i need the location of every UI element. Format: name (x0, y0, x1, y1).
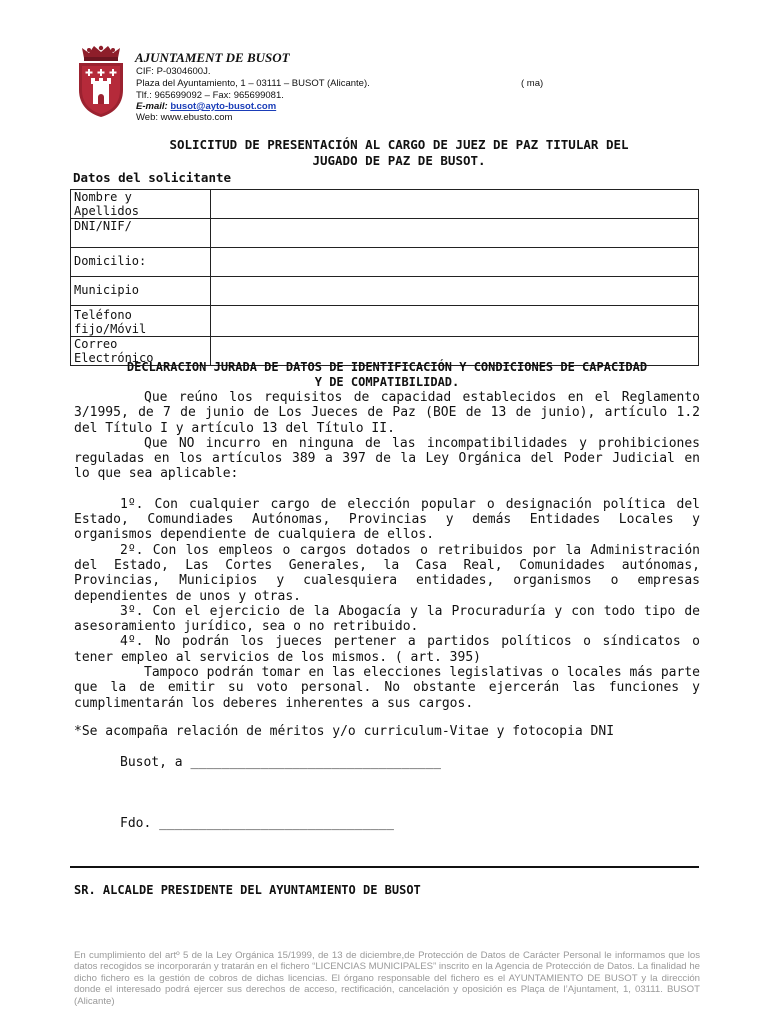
declaration-heading-line-1: DECLARACION JURADA DE DATOS DE IDENTIFICACIÓN Y CONDICIONES DE CAPACIDAD (126, 360, 648, 374)
row-label: Municipio (71, 277, 211, 306)
table-row (71, 306, 699, 337)
applicant-section-heading: Datos del solicitante (73, 170, 232, 185)
header-email-line (136, 101, 276, 112)
table-row (71, 190, 699, 219)
attachments-note: *Se acompaña relación de méritos y/o curriculum-Vitae y fotocopia DNI (74, 724, 615, 739)
municipal-crest-logo (76, 44, 126, 118)
reference-code: ( ma) (521, 78, 544, 89)
table-row (71, 248, 699, 277)
row-label: Nombre y Apellidos (71, 190, 211, 219)
place-date-field[interactable]: Busot, a ________________________________ (120, 755, 441, 770)
addressee: SR. ALCALDE PRESIDENTE DEL AYUNTAMIENTO DE BUSOT (74, 883, 421, 897)
applicant-data-table (70, 189, 699, 366)
document-title (74, 137, 724, 169)
declaration-heading (74, 360, 700, 390)
municipality-input-cell[interactable] (211, 277, 699, 306)
signature-field[interactable]: Fdo. ______________________________ (120, 816, 394, 831)
name-input-cell[interactable] (211, 190, 699, 219)
table-row (71, 277, 699, 306)
row-label: Correo Electrónico (71, 337, 211, 366)
row-label: DNI/NIF/ (71, 219, 211, 248)
title-line-1: SOLICITUD DE PRESENTACIÓN AL CARGO DE JUEZ DE PAZ TITULAR DEL (169, 137, 629, 152)
phone-input-cell[interactable] (211, 306, 699, 337)
declaration-paragraph: Que NO incurro en ninguna de las incompatibilidades y prohibiciones reguladas en los artículos 389 a 397 de la Ley Orgánica del Poder Judicial en lo que sea aplicable: (74, 435, 700, 482)
row-label: Teléfono fijo/Móvil (71, 306, 211, 337)
declaration-heading-line-2: Y DE COMPATIBILIDAD. (314, 375, 460, 389)
email-label: E-mail: (136, 101, 168, 112)
address-input-cell[interactable] (211, 248, 699, 277)
header-phones: Tlf.: 965699092 – Fax: 965699081. (136, 90, 284, 101)
incompatibility-item: 2º. Con los empleos o cargos dotados o retribuidos por la Administración del Estado, Las Cortes Generales, la Casa Real, Comunidades autónomas, Provincias, Municipios y cualesquiera entidades, organismos o empresas dependientes de unos y otras. (74, 542, 700, 604)
dni-input-cell[interactable] (211, 219, 699, 248)
email-link[interactable]: busot@ayto-busot.com (170, 101, 277, 112)
incompatibility-item: 3º. Con el ejercicio de la Abogacía y la Procuraduría y con todo tipo de asesoramiento jurídico, sea o no retribuido. (74, 603, 700, 635)
header-address: Plaza del Ayuntamiento, 1 – 03111 – BUSOT (Alicante). (136, 78, 370, 89)
separator-line (70, 866, 699, 868)
declaration-paragraph: Que reúno los requisitos de capacidad establecidos en el Reglamento 3/1995, de 7 de junio de Los Jueces de Paz (BOE de 13 de junio), artículo 1.2 del Título I y artículo 13 del Título II. (74, 390, 700, 436)
table-row (71, 219, 699, 248)
header-web: Web: www.ebusto.com (136, 112, 233, 123)
row-label: Domicilio: (71, 248, 211, 277)
declaration-body (74, 390, 700, 711)
privacy-notice: En cumplimiento del artº 5 de la Ley Orgánica 15/1999, de 13 de diciembre,de Protección de Datos de Carácter Personal le informamos que los datos recogidos se incorporarán y tratarán en el fichero “LICENCIAS MUNICIPALES” inscrito en la Agencia de Protección de Datos. La finalidad he dicho fichero es la gestión de cobros de dichas licencias. El órgano responsable del fichero es el AYUNTAMIENTO DE BUSOT y la dirección donde el interesado podrá ejercer sus derechos de acceso, rectificación, cancelación y oposición es Plaça de l’Ajuntament, 1, 03111. BUSOT (Alicante) (74, 950, 700, 1007)
incompatibility-item: 1º. Con cualquier cargo de elección popular o designación política del Estado, Comundiades Autónomas, Provincias y demás Entidades Locales y organismos dependiente de cualquiera de ellos. (74, 496, 700, 543)
header-cif: CIF: P-0304600J. (136, 66, 211, 77)
incompatibility-item: 4º. No podrán los jueces pertener a partidos políticos o síndicatos o tener empleo al servicios de los mismos. ( art. 395) (74, 634, 700, 665)
title-line-2: JUGADO DE PAZ DE BUSOT. (312, 153, 486, 168)
org-name: AJUNTAMENT DE BUSOT (135, 50, 290, 65)
declaration-paragraph: Tampoco podrán tomar en las elecciones legislativas o locales más parte que la de emitir su voto personal. No obstante ejercerán las funciones y cumplimentarán los deberes inherentes a sus cargos. (74, 665, 700, 711)
